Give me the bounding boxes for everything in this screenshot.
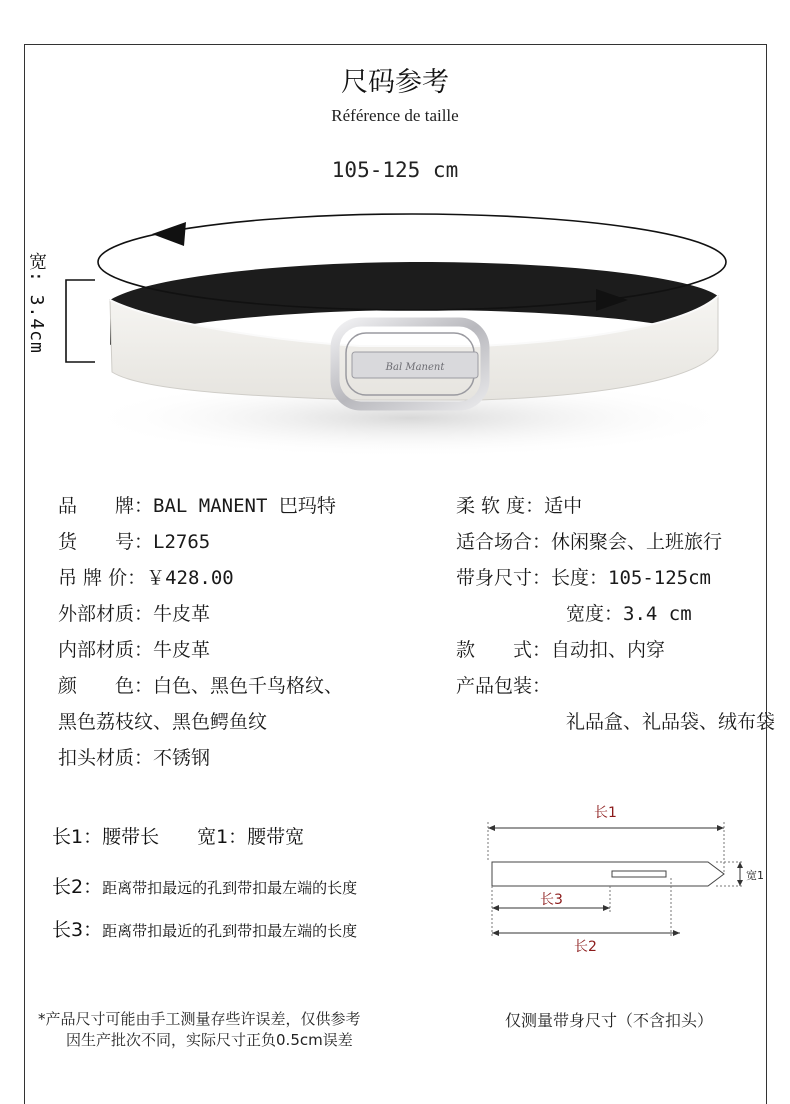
legend-line-2-desc: 距离带扣最远的孔到带扣最左端的长度 [102,879,358,897]
spec-left-key: 颜 色： [58,675,154,697]
arrowhead-icon [717,825,724,831]
spec-left-value: 牛皮革 [153,639,211,661]
buckle-engraving: Bal Manent [385,362,445,373]
spec-right-key: 款 式： [456,639,552,661]
spec-right-value: 适中 [544,495,583,517]
footnote-line-1: *产品尺寸可能由手工测量存些许误差，仅供参考 [38,1010,361,1028]
diagram-wid1-label: 宽1 [746,869,764,882]
size-range: 105-125 cm [331,158,459,182]
spec-left-key: 吊 牌 价： [58,567,147,589]
diagram-strap [492,862,724,886]
spec-left-key: 品 牌： [58,495,154,517]
arrowhead-icon [737,880,743,886]
spec-right-value: 休闲聚会、上班旅行 [551,531,723,553]
arrowhead-icon [492,905,499,911]
diagram-caption: 仅测量带身尺寸（不含扣头） [505,1011,714,1030]
diagram-len2-label: 长2 [574,939,597,955]
arrowhead-icon [673,930,680,936]
arrowhead-icon [492,930,499,936]
spec-left-value: 黑色荔枝纹、黑色鳄鱼纹 [58,711,268,733]
spec-right-value: 宽度：3.4 cm [566,603,692,625]
spec-right-key: 带身尺寸： [456,567,552,589]
spec-right-value: 自动扣、内穿 [551,639,666,661]
spec-left-key: 货 号： [58,531,154,553]
footnote-line-2: 因生产批次不同，实际尺寸正负0.5cm误差 [66,1031,353,1049]
legend-line-1: 长1：腰带长 宽1：腰带宽 [52,826,305,848]
spec-right-key: 产品包装： [456,675,552,697]
spec-right-value: 长度：105-125cm [551,567,711,589]
spec-right-value: 礼品盒、礼品袋、绒布袋 [566,711,776,733]
page-subtitle: Référence de taille [331,106,459,125]
diagram-len1-label: 长1 [594,805,617,821]
spec-left-key: 内部材质： [58,639,154,661]
arrowhead-icon [737,862,743,868]
diagram-len3-label: 长3 [540,892,563,908]
page-title: 尺码参考 [341,67,449,98]
legend-line-3-desc: 距离带扣最近的孔到带扣最左端的长度 [102,922,358,940]
spec-right-key: 柔 软 度： [456,495,545,517]
spec-right-key: 适合场合： [456,531,552,553]
legend-line-3-key: 长3： [52,919,103,941]
spec-left-value: 白色、黑色千鸟格纹、 [153,675,344,697]
arrowhead-icon [603,905,610,911]
spec-left-value: 不锈钢 [153,747,211,769]
diagram-holes [612,871,666,877]
spec-left-key: 扣头材质： [58,747,154,769]
width-label: 宽: 3.4cm [26,252,47,354]
spec-left-value: BAL MANENT 巴玛特 [153,495,336,517]
spec-left-value: ￥428.00 [146,567,234,589]
legend-line-2-key: 长2： [52,876,103,898]
spec-left-value: 牛皮革 [153,603,211,625]
spec-left-value: L2765 [153,531,211,553]
arrowhead-icon [488,825,495,831]
spec-left-key: 外部材质： [58,603,154,625]
